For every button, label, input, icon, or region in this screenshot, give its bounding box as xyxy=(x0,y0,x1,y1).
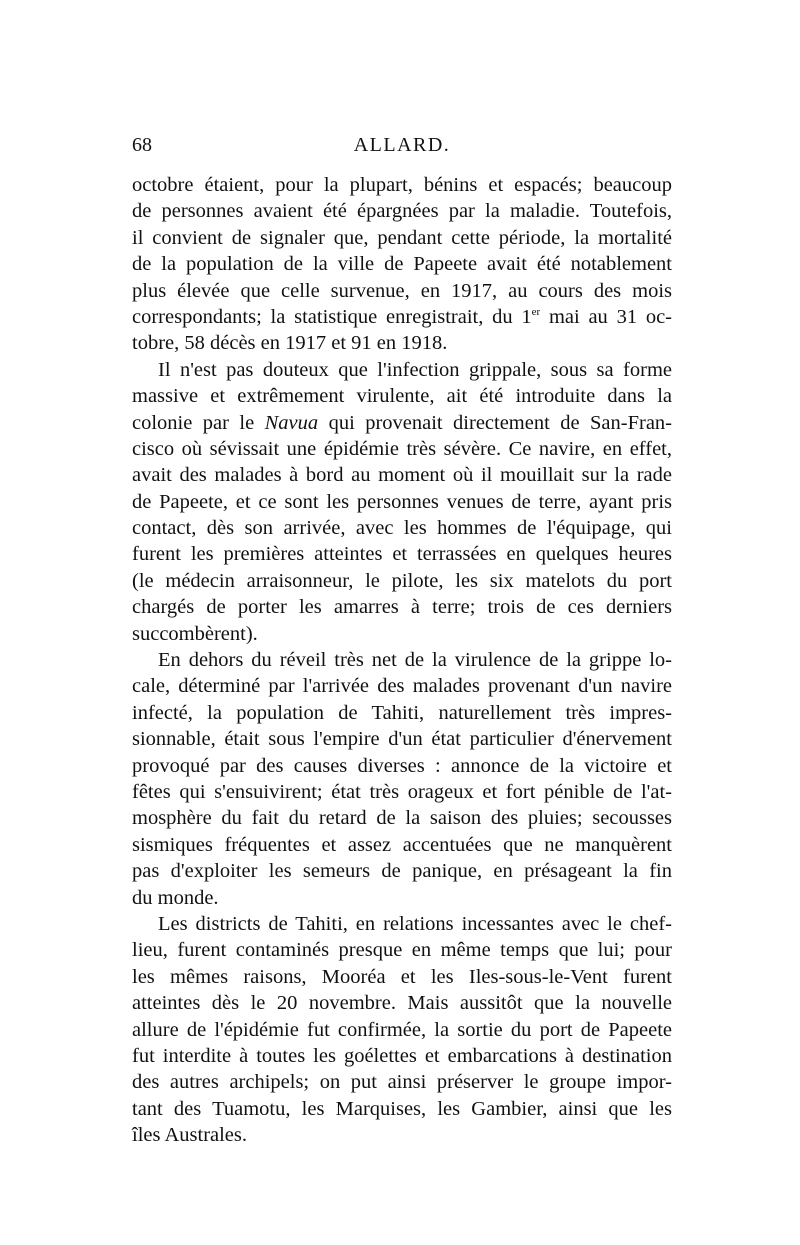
text-segment: colonie par le xyxy=(132,411,265,434)
text-line: En dehors du réveil très net de la virulence de la grippe lo- xyxy=(158,649,672,672)
text-line: massive et extrêmement virulente, ait été introduite dans la xyxy=(132,385,672,408)
text-segment: qui provenait directement de San-Fran- xyxy=(318,411,672,434)
ordinal-superscript: er xyxy=(531,305,541,318)
text-line: fêtes qui s'ensuivirent; état très orageux et fort pénible de l'at- xyxy=(132,780,672,803)
text-line: infecté, la population de Tahiti, naturellement très impres- xyxy=(132,701,672,724)
page-header xyxy=(132,134,672,160)
text-line: de personnes avaient été épargnées par la maladie. Toutefois, xyxy=(132,200,672,223)
text-line: plus élevée que celle survenue, en 1917, au cours des mois xyxy=(132,279,672,302)
text-line: sismiques fréquentes et assez accentuées que ne manquèrent xyxy=(132,833,672,856)
text-line: mosphère du fait du retard de la saison des pluies; secousses xyxy=(132,807,672,830)
text-line: contact, dès son arrivée, avec les hommes de l'équipage, qui xyxy=(132,517,672,540)
text-line: allure de l'épidémie fut confirmée, la sortie du port de Papeete xyxy=(132,1018,672,1041)
text-line: cisco où sévissait une épidémie très sévère. Ce navire, en effet, xyxy=(132,437,672,460)
text-line: atteintes dès le 20 novembre. Mais aussitôt que la nouvelle xyxy=(132,992,672,1015)
text-line: octobre étaient, pour la plupart, bénins et espacés; beaucoup xyxy=(132,174,672,196)
running-head: ALLARD. xyxy=(353,134,451,156)
text-line: il convient de signaler que, pendant cette période, la mortalité xyxy=(132,226,672,249)
text-line: tobre, 58 décès en 1917 et 91 en 1918. xyxy=(132,332,448,355)
body-text xyxy=(132,172,672,1148)
text-line xyxy=(132,304,672,330)
text-line: lieu, furent contaminés presque en même temps que lui; pour xyxy=(132,939,672,962)
text-line xyxy=(132,410,672,436)
ship-name: Navua xyxy=(264,411,319,434)
text-line: de Papeete, et ce sont les personnes venues de terre, ayant pris xyxy=(132,490,672,513)
text-segment: mai au 31 oc- xyxy=(540,305,673,328)
page-number: 68 xyxy=(132,134,152,156)
text-line: sionnable, était sous l'empire d'un état particulier d'énervement xyxy=(132,728,672,751)
text-segment: correspondants; la statistique enregistrait, du 1 xyxy=(132,305,532,328)
text-line: avait des malades à bord au moment où il mouillait sur la rade xyxy=(132,464,672,487)
text-line: de la population de la ville de Papeete avait été notablement xyxy=(132,253,672,276)
text-line: Il n'est pas douteux que l'infection grippale, sous sa forme xyxy=(158,358,672,381)
text-line: furent les premières atteintes et terrassées en quelques heures xyxy=(132,543,672,566)
text-line: îles Australes. xyxy=(132,1124,248,1147)
text-line: Les districts de Tahiti, en relations incessantes avec le chef- xyxy=(158,912,672,935)
text-line: tant des Tuamotu, les Marquises, les Gambier, ainsi que les xyxy=(132,1097,672,1120)
text-line: provoqué par des causes diverses : annonce de la victoire et xyxy=(132,754,672,777)
text-line: du monde. xyxy=(132,886,219,909)
text-line: cale, déterminé par l'arrivée des malades provenant d'un navire xyxy=(132,675,672,698)
text-line: pas d'exploiter les semeurs de panique, en présageant la fin xyxy=(132,860,672,883)
text-line: chargés de porter les amarres à terre; trois de ces derniers xyxy=(132,596,672,619)
text-line: des autres archipels; on put ainsi préserver le groupe impor- xyxy=(132,1071,672,1094)
text-line: fut interdite à toutes les goélettes et embarcations à destination xyxy=(132,1044,672,1067)
text-line: (le médecin arraisonneur, le pilote, les six matelots du port xyxy=(132,569,672,592)
text-line: succombèrent). xyxy=(132,622,258,645)
text-line: les mêmes raisons, Mooréa et les Iles-sous-le-Vent furent xyxy=(132,965,672,988)
